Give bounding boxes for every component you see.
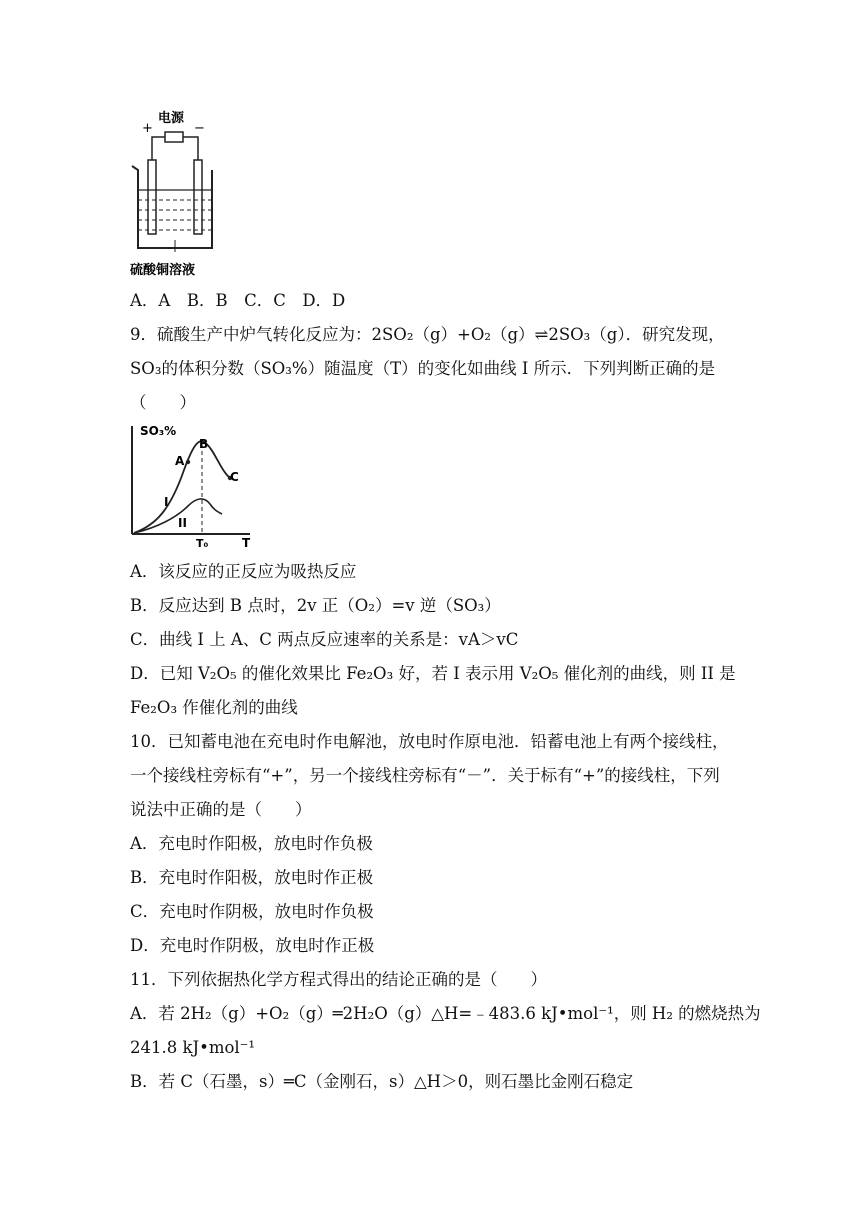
- point-c-label: C: [230, 470, 239, 484]
- q11-option-a-line1: A．若 2H₂（g）+O₂（g）═2H₂O（g）△H=﹣483.6 kJ•mol⁻¹，则 H₂ 的燃烧热为: [130, 1004, 761, 1023]
- plus-sign: +: [142, 121, 153, 136]
- q10-option-b: B．充电时作阳极，放电时作正极: [130, 868, 374, 887]
- q10-line2: 一个接线柱旁标有“+”，另一个接线柱旁标有“－”．关于标有“+”的接线柱，下列: [130, 766, 720, 785]
- minus-sign: −: [194, 121, 205, 136]
- solution-caption: 硫酸铜溶液: [130, 263, 196, 278]
- q8-options: A．A B．B C．C D．D: [130, 291, 346, 310]
- q9-line2: SO₃的体积分数（SO₃%）随温度（T）的变化如曲线 I 所示．下列判断正确的是: [130, 359, 716, 378]
- q10-option-c: C．充电时作阴极，放电时作负极: [130, 902, 374, 921]
- curve-1-label: I: [164, 495, 169, 509]
- curve-2-label: II: [178, 516, 187, 530]
- point-b-label: B: [199, 437, 209, 451]
- t0-tick-label: T₀: [196, 537, 209, 550]
- q9-option-b: B．反应达到 B 点时，2v 正（O₂）=v 逆（SO₃）: [130, 596, 501, 615]
- q10-line1: 10．已知蓄电池在充电时作电解池，放电时作原电池．铅蓄电池上有两个接线柱，: [130, 732, 729, 751]
- so3-temperature-graph: [126, 420, 258, 550]
- q9-option-d-line1: D．已知 V₂O₅ 的催化效果比 Fe₂O₃ 好，若 I 表示用 V₂O₅ 催化剂的曲线，则 II 是: [130, 664, 736, 683]
- q11-line1: 11．下列依据热化学方程式得出的结论正确的是（ ）: [130, 970, 547, 989]
- power-source-label: 电源: [158, 111, 185, 126]
- q9-line1: 9．硫酸生产中炉气转化反应为：2SO₂（g）+O₂（g）⇌2SO₃（g）．研究发现，: [130, 325, 725, 344]
- q10-option-d: D．充电时作阴极，放电时作正极: [130, 936, 375, 955]
- q10-option-a: A．充电时作阳极，放电时作负极: [130, 834, 373, 853]
- q9-option-c: C．曲线 I 上 A、C 两点反应速率的关系是：vA＞vC: [130, 630, 519, 649]
- q10-line3: 说法中正确的是（ ）: [130, 800, 312, 819]
- point-a-label: A: [175, 454, 185, 468]
- electrolysis-figure: [128, 108, 228, 280]
- graph-x-label: T: [242, 536, 251, 550]
- q11-option-b: B．若 C（石墨，s）═C（金刚石，s）△H＞0，则石墨比金刚石稳定: [130, 1072, 634, 1091]
- q9-option-a: A．该反应的正反应为吸热反应: [130, 562, 357, 581]
- q9-line3: （ ）: [130, 393, 196, 412]
- q11-option-a-line2: 241.8 kJ•mol⁻¹: [130, 1038, 256, 1057]
- graph-y-label: SO₃%: [140, 424, 177, 438]
- q9-option-d-line2: Fe₂O₃ 作催化剂的曲线: [130, 698, 298, 717]
